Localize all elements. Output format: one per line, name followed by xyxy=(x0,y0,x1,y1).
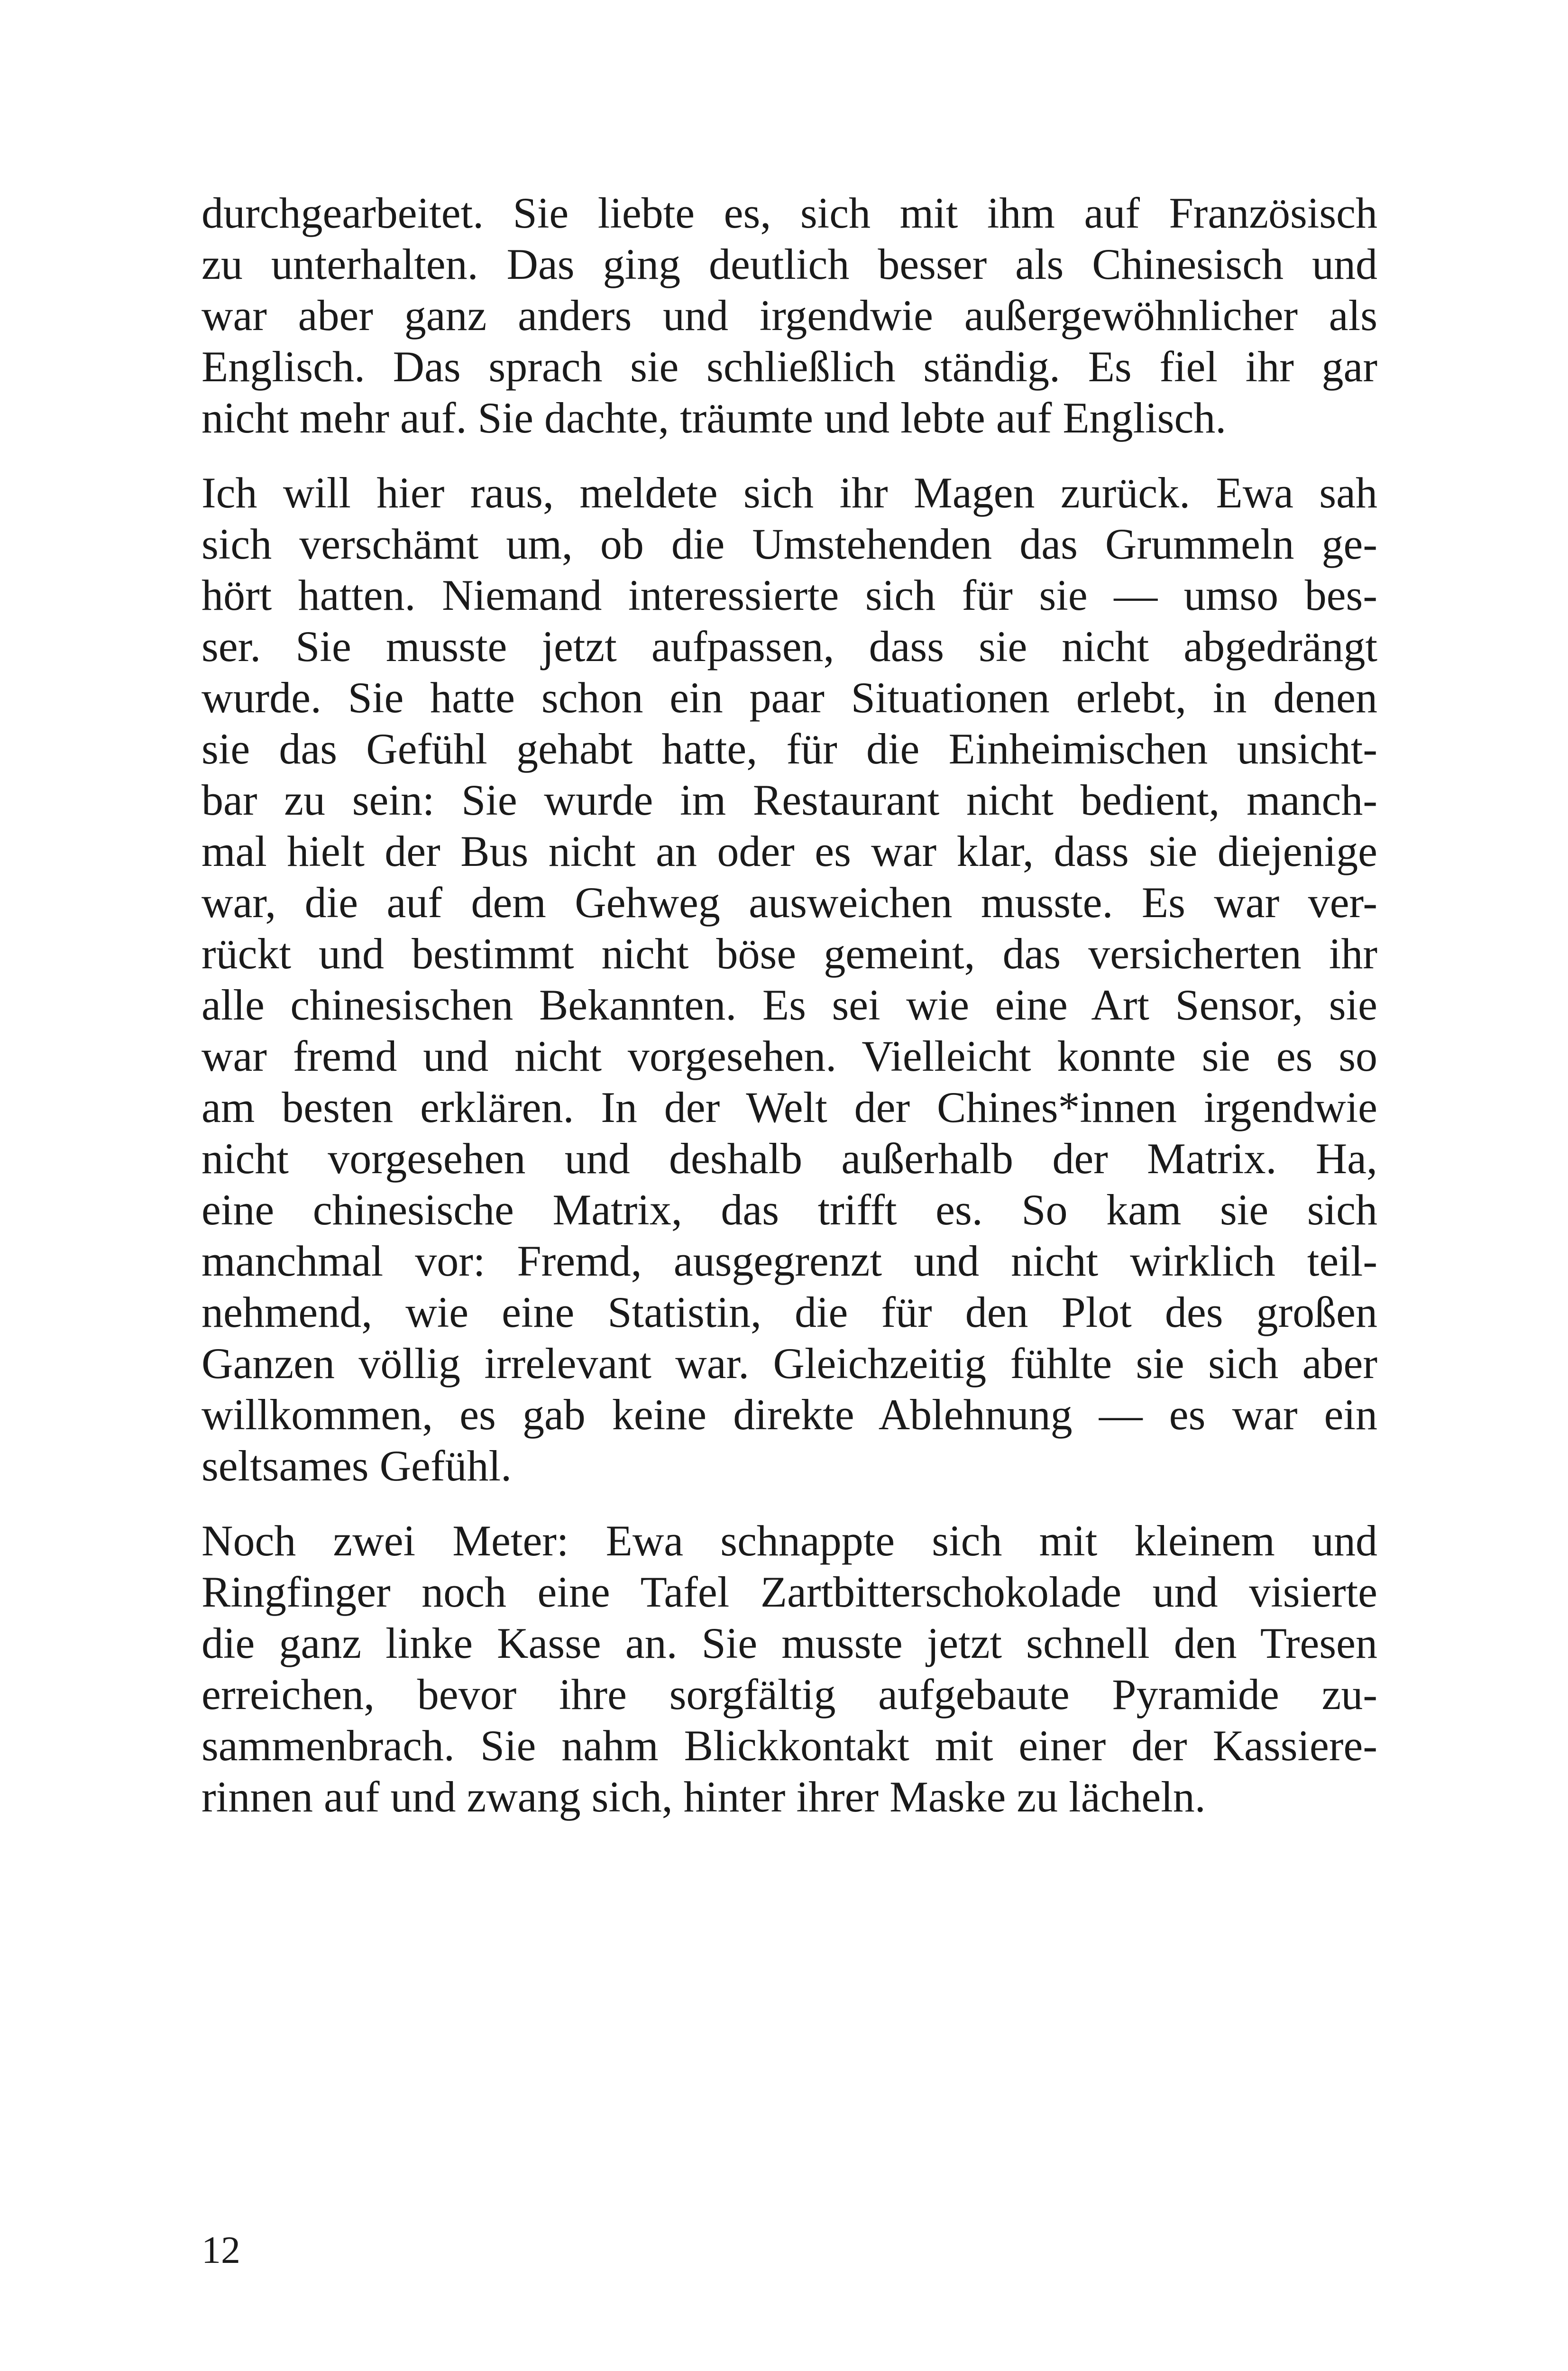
text-line: zu unterhalten. Das ging deutlich besser als Chinesisch und xyxy=(202,240,1377,288)
text-line: rinnen auf und zwang sich, hinter ihrer Maske zu lächeln. xyxy=(202,1773,1206,1821)
paragraph-3 xyxy=(202,1515,1377,1822)
text-line: ser. Sie musste jetzt aufpassen, dass sie nicht abgedrängt xyxy=(202,622,1377,671)
text-line: nicht mehr auf. Sie dachte, träumte und lebte auf Englisch. xyxy=(202,394,1227,442)
text-line: erreichen, bevor ihre sorgfältig aufgebaute Pyramide zu- xyxy=(202,1670,1377,1719)
page-number: 12 xyxy=(202,2228,240,2271)
text-line: durchgearbeitet. Sie liebte es, sich mit ihm auf Französisch xyxy=(202,189,1377,237)
text-line: Ganzen völlig irrelevant war. Gleichzeitig fühlte sie sich aber xyxy=(202,1339,1377,1388)
text-line: manchmal vor: Fremd, ausgegrenzt und nicht wirklich teil- xyxy=(202,1237,1377,1285)
text-line: seltsames Gefühl. xyxy=(202,1442,512,1490)
text-line: Ringfinger noch eine Tafel Zartbitterschokolade und visierte xyxy=(202,1568,1377,1616)
text-line: am besten erklären. In der Welt der Chines*innen irgendwie xyxy=(202,1083,1377,1131)
text-line: alle chinesischen Bekannten. Es sei wie eine Art Sensor, sie xyxy=(202,981,1377,1029)
text-line: wurde. Sie hatte schon ein paar Situationen erlebt, in denen xyxy=(202,673,1377,722)
paragraph-1 xyxy=(202,187,1377,443)
text-line: nicht vorgesehen und deshalb außerhalb der Matrix. Ha, xyxy=(202,1134,1377,1183)
paragraph-spacing xyxy=(202,443,1377,467)
text-line: Englisch. Das sprach sie schließlich ständig. Es fiel ihr gar xyxy=(202,342,1377,391)
text-line: rückt und bestimmt nicht böse gemeint, das versicherten ihr xyxy=(202,929,1377,978)
text-line: sammenbrach. Sie nahm Blickkontakt mit einer der Kassiere- xyxy=(202,1721,1377,1770)
text-line: die ganz linke Kasse an. Sie musste jetzt schnell den Tresen xyxy=(202,1619,1377,1667)
text-line: Noch zwei Meter: Ewa schnappte sich mit kleinem und xyxy=(202,1516,1377,1565)
text-line: sich verschämt um, ob die Umstehenden das Grummeln ge- xyxy=(202,520,1377,568)
text-line: war, die auf dem Gehweg ausweichen musste. Es war ver- xyxy=(202,878,1377,927)
text-line: Ich will hier raus, meldete sich ihr Magen zurück. Ewa sah xyxy=(202,469,1377,517)
paragraph-2 xyxy=(202,467,1377,1491)
text-line: bar zu sein: Sie wurde im Restaurant nicht bedient, manch- xyxy=(202,776,1377,824)
text-line: willkommen, es gab keine direkte Ablehnung — es war ein xyxy=(202,1390,1377,1439)
text-line: mal hielt der Bus nicht an oder es war klar, dass sie diejenige xyxy=(202,827,1377,875)
text-line: eine chinesische Matrix, das trifft es. So kam sie sich xyxy=(202,1186,1377,1234)
text-line: war aber ganz anders und irgendwie außergewöhnlicher als xyxy=(202,291,1377,340)
text-line: hört hatten. Niemand interessierte sich für sie — umso bes- xyxy=(202,571,1377,619)
text-line: war fremd und nicht vorgesehen. Vielleicht konnte sie es so xyxy=(202,1032,1377,1080)
text-line: nehmend, wie eine Statistin, die für den Plot des großen xyxy=(202,1288,1377,1336)
text-line: sie das Gefühl gehabt hatte, für die Einheimischen unsicht- xyxy=(202,725,1377,773)
body-text xyxy=(202,187,1377,1822)
paragraph-spacing xyxy=(202,1491,1377,1515)
